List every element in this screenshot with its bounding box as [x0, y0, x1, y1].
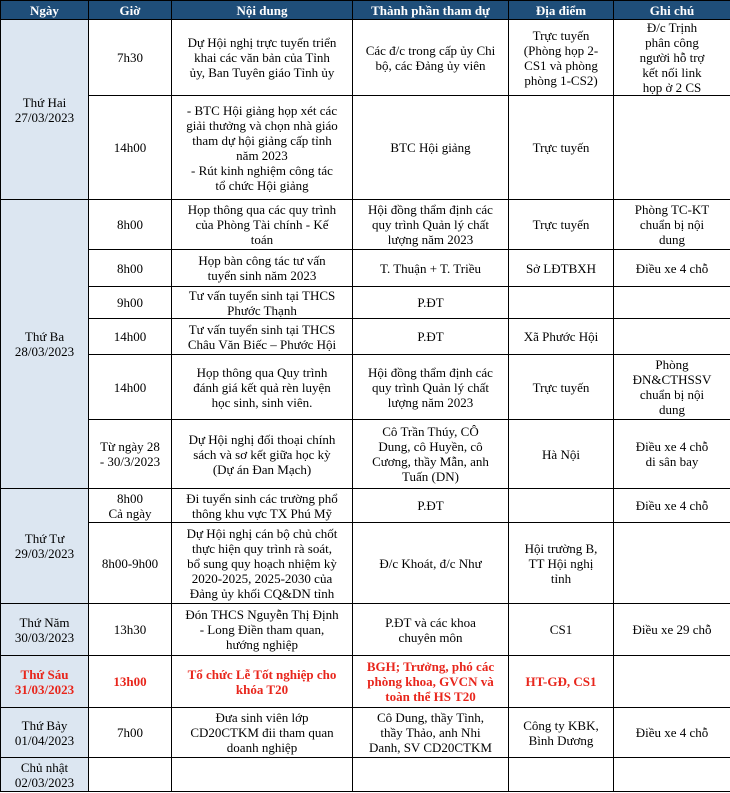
note-cell [614, 96, 730, 200]
table-row [1, 708, 730, 758]
table-row [1, 355, 730, 420]
time-cell: 14h00 [89, 355, 172, 420]
time-cell: 8h00-9h00 [89, 523, 172, 604]
content-cell: Tư vấn tuyển sinh tại THCS Phước Thạnh [172, 287, 353, 319]
table-row [1, 96, 730, 200]
note-cell [614, 287, 730, 319]
note-cell [614, 319, 730, 355]
content-cell: Đón THCS Nguyễn Thị Định - Long Điền tham quan, hướng nghiệp [172, 604, 353, 656]
header-row [1, 1, 730, 20]
note-cell: Đ/c Trịnh phân công người hỗ trợ kết nối link họp ở 2 CS [614, 20, 730, 96]
time-cell: 13h30 [89, 604, 172, 656]
table-row [1, 523, 730, 604]
header-content: Nội dung [172, 1, 353, 20]
content-cell: - BTC Hội giảng họp xét các giải thưởng và chọn nhà giáo tham dự hội giảng cấp tỉnh năm 2023 - Rút kinh nghiệm công tác tổ chức Hội giảng [172, 96, 353, 200]
note-cell [614, 523, 730, 604]
table-row [1, 420, 730, 489]
participants-cell: P.ĐT [353, 489, 509, 523]
participants-cell: T. Thuận + T. Triều [353, 250, 509, 287]
table-row-highlighted [1, 656, 730, 708]
note-cell: Điều xe 4 chỗ [614, 250, 730, 287]
header-day: Ngày [1, 1, 89, 20]
note-cell [614, 758, 730, 792]
location-cell: HT-GĐ, CS1 [509, 656, 614, 708]
participants-cell: BGH; Trưởng, phó các phòng khoa, GVCN và toàn thể HS T20 [353, 656, 509, 708]
time-cell [89, 758, 172, 792]
participants-cell [353, 758, 509, 792]
header-time: Giờ [89, 1, 172, 20]
participants-cell: Đ/c Khoát, đ/c Như [353, 523, 509, 604]
participants-cell: Hội đồng thẩm định các quy trình Quản lý chất lượng năm 2023 [353, 200, 509, 250]
note-cell: Phòng ĐN&CTHSSV chuẩn bị nội dung [614, 355, 730, 420]
participants-cell: Hội đồng thẩm định các quy trình Quản lý chất lượng năm 2023 [353, 355, 509, 420]
participants-cell: Các đ/c trong cấp ủy Chi bộ, các Đảng ủy viên [353, 20, 509, 96]
time-cell: 14h00 [89, 319, 172, 355]
content-cell: Tổ chức Lễ Tốt nghiệp cho khóa T20 [172, 656, 353, 708]
participants-cell: P.ĐT và các khoa chuyên môn [353, 604, 509, 656]
table-row [1, 758, 730, 792]
content-cell: Dự Hội nghị trực tuyến triển khai các văn bản của Tỉnh ủy, Ban Tuyên giáo Tỉnh ủy [172, 20, 353, 96]
content-cell [172, 758, 353, 792]
day-cell: Thứ Sáu 31/03/2023 [1, 656, 89, 708]
note-cell: Điều xe 4 chỗ [614, 489, 730, 523]
location-cell: Trực tuyến [509, 200, 614, 250]
day-cell: Thứ Ba 28/03/2023 [1, 200, 89, 489]
location-cell: Hội trường B, TT Hội nghị tỉnh [509, 523, 614, 604]
location-cell: Hà Nội [509, 420, 614, 489]
day-cell: Thứ Hai 27/03/2023 [1, 20, 89, 200]
content-cell: Đi tuyển sinh các trường phổ thông khu vực TX Phú Mỹ [172, 489, 353, 523]
time-cell: 8h00 Cả ngày [89, 489, 172, 523]
table-row [1, 489, 730, 523]
time-cell: 9h00 [89, 287, 172, 319]
location-cell: Trực tuyến [509, 96, 614, 200]
time-cell: 7h00 [89, 708, 172, 758]
time-cell: 8h00 [89, 250, 172, 287]
location-cell: Trực tuyến [509, 355, 614, 420]
location-cell: CS1 [509, 604, 614, 656]
time-cell: 8h00 [89, 200, 172, 250]
content-cell: Họp thông qua Quy trình đánh giá kết quả rèn luyện học sinh, sinh viên. [172, 355, 353, 420]
time-cell: Từ ngày 28 - 30/3/2023 [89, 420, 172, 489]
note-cell: Điều xe 29 chỗ [614, 604, 730, 656]
participants-cell: P.ĐT [353, 287, 509, 319]
location-cell [509, 758, 614, 792]
content-cell: Tư vấn tuyển sinh tại THCS Châu Văn Biếc – Phước Hội [172, 319, 353, 355]
location-cell: Xã Phước Hội [509, 319, 614, 355]
table-row [1, 20, 730, 96]
content-cell: Họp thông qua các quy trình của Phòng Tài chính - Kế toán [172, 200, 353, 250]
day-cell: Thứ Bảy 01/04/2023 [1, 708, 89, 758]
table-row [1, 200, 730, 250]
day-cell: Chủ nhật 02/03/2023 [1, 758, 89, 792]
location-cell: Công ty KBK, Bình Dương [509, 708, 614, 758]
content-cell: Đưa sinh viên lớp CD20CTKM đii tham quan doanh nghiệp [172, 708, 353, 758]
location-cell: Sở LĐTBXH [509, 250, 614, 287]
note-cell: Điều xe 4 chỗ di sân bay [614, 420, 730, 489]
location-cell [509, 287, 614, 319]
header-note: Ghi chú [614, 1, 730, 20]
table-row [1, 250, 730, 287]
time-cell: 7h30 [89, 20, 172, 96]
participants-cell: BTC Hội giảng [353, 96, 509, 200]
day-cell: Thứ Tư 29/03/2023 [1, 489, 89, 604]
table-row [1, 604, 730, 656]
content-cell: Dự Hội nghị cán bộ chủ chốt thực hiện quy trình rà soát, bổ sung quy hoạch nhiệm kỳ 2020-2025, 2025-2030 của Đảng ủy khối CQ&DN tỉnh [172, 523, 353, 604]
participants-cell: Cô Trần Thúy, CÔ Dung, cô Huyền, cô Cương, thầy Mẫn, anh Tuấn (DN) [353, 420, 509, 489]
table-row [1, 319, 730, 355]
content-cell: Họp bàn công tác tư vấn tuyển sinh năm 2023 [172, 250, 353, 287]
time-cell: 13h00 [89, 656, 172, 708]
day-cell: Thứ Năm 30/03/2023 [1, 604, 89, 656]
table-row [1, 287, 730, 319]
location-cell: Trực tuyến (Phòng họp 2- CS1 và phòng phòng 1-CS2) [509, 20, 614, 96]
note-cell [614, 656, 730, 708]
location-cell [509, 489, 614, 523]
header-participants: Thành phần tham dự [353, 1, 509, 20]
content-cell: Dự Hội nghị đối thoại chính sách và sơ kết giữa học kỳ (Dự án Đan Mạch) [172, 420, 353, 489]
participants-cell: Cô Dung, thầy Tình, thầy Thảo, anh Nhi Danh, SV CD20CTKM [353, 708, 509, 758]
header-location: Địa điểm [509, 1, 614, 20]
note-cell: Điều xe 4 chỗ [614, 708, 730, 758]
time-cell: 14h00 [89, 96, 172, 200]
note-cell: Phòng TC-KT chuẩn bị nội dung [614, 200, 730, 250]
participants-cell: P.ĐT [353, 319, 509, 355]
